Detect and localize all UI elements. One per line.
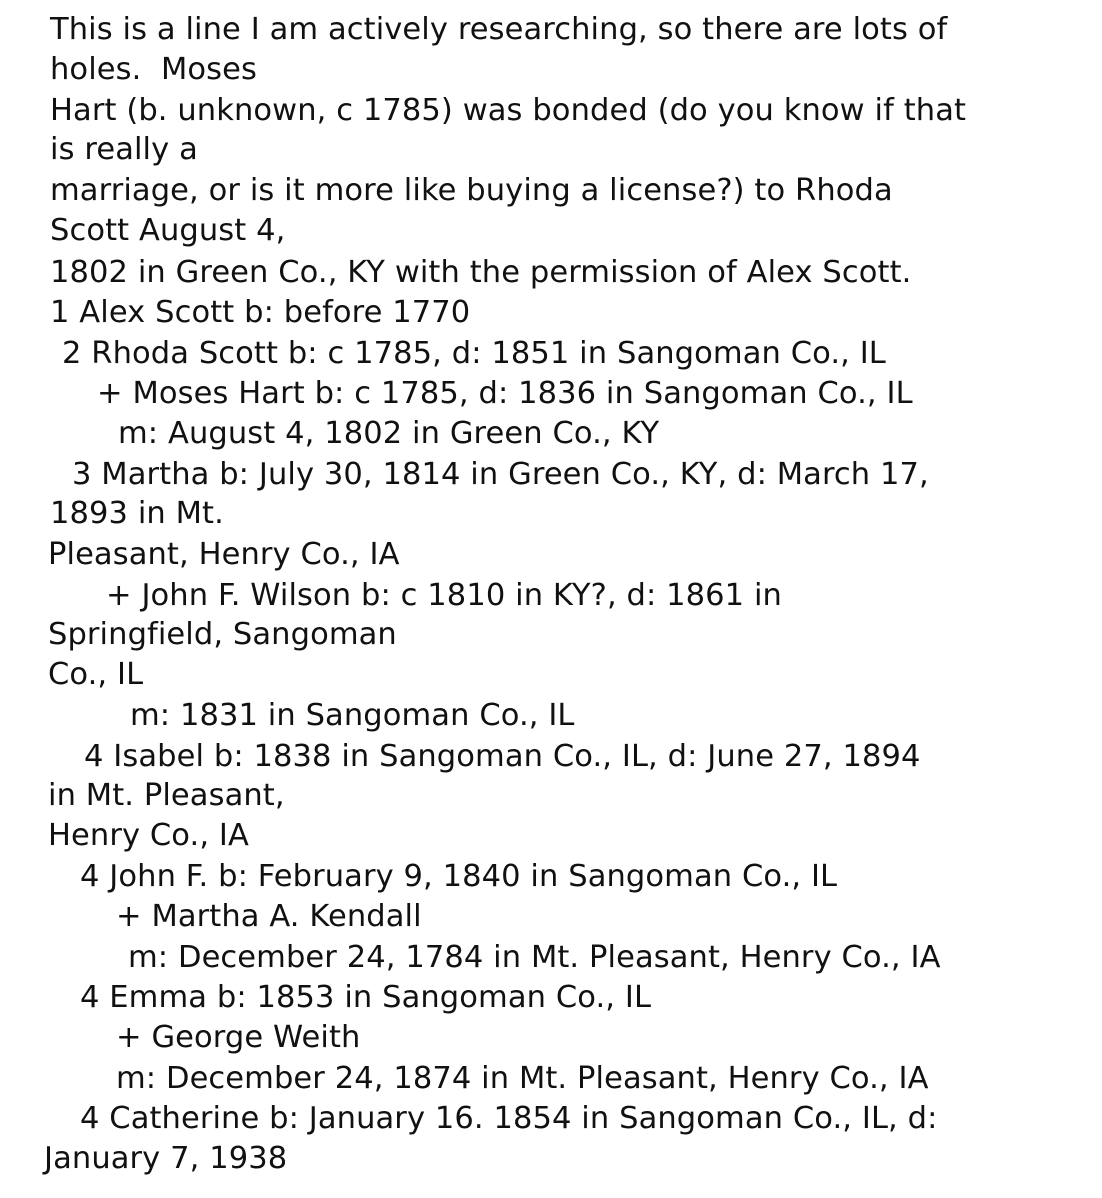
text-line: January 7, 1938 [44, 1141, 288, 1176]
text-line: 3 Martha b: July 30, 1814 in Green Co., KY, d: March 17, [72, 457, 929, 492]
text-line: m: December 24, 1784 in Mt. Pleasant, Henry Co., IA [128, 940, 941, 975]
text-line: m: August 4, 1802 in Green Co., KY [118, 416, 660, 451]
text-line: + John F. Wilson b: c 1810 in KY?, d: 1861 in [106, 578, 782, 613]
text-line: m: December 24, 1874 in Mt. Pleasant, Henry Co., IA [116, 1061, 929, 1096]
text-line: Pleasant, Henry Co., IA [48, 537, 400, 572]
text-line: Co., IL [48, 657, 144, 692]
text-line: is really a [50, 132, 198, 167]
text-line: 4 Emma b: 1853 in Sangoman Co., IL [80, 980, 652, 1015]
text-line: This is a line I am actively researching, so there are lots of [50, 12, 948, 47]
text-line: 1 Alex Scott b: before 1770 [50, 295, 471, 330]
text-line: Henry Co., IA [48, 818, 249, 853]
text-line: 1802 in Green Co., KY with the permission of Alex Scott. [50, 255, 912, 290]
text-line: 1893 in Mt. [50, 496, 224, 531]
text-line: Springfield, Sangoman [48, 617, 397, 652]
text-line: Hart (b. unknown, c 1785) was bonded (do you know if that [50, 93, 967, 128]
text-line: 4 Catherine b: January 16. 1854 in Sangoman Co., IL, d: [80, 1101, 938, 1136]
text-line: + Moses Hart b: c 1785, d: 1836 in Sangoman Co., IL [97, 376, 913, 411]
text-line: 4 Isabel b: 1838 in Sangoman Co., IL, d: June 27, 1894 [84, 739, 921, 774]
text-line: 4 John F. b: February 9, 1840 in Sangoman Co., IL [80, 859, 838, 894]
text-line: 2 Rhoda Scott b: c 1785, d: 1851 in Sangoman Co., IL [62, 336, 886, 371]
text-line: in Mt. Pleasant, [48, 778, 285, 813]
text-line: holes. Moses [50, 52, 258, 87]
text-line: + George Weith [116, 1020, 361, 1055]
text-line: + Martha A. Kendall [116, 899, 422, 934]
text-line: marriage, or is it more like buying a license?) to Rhoda [50, 173, 893, 208]
text-line: m: 1831 in Sangoman Co., IL [130, 698, 575, 733]
text-line: Scott August 4, [50, 213, 286, 248]
